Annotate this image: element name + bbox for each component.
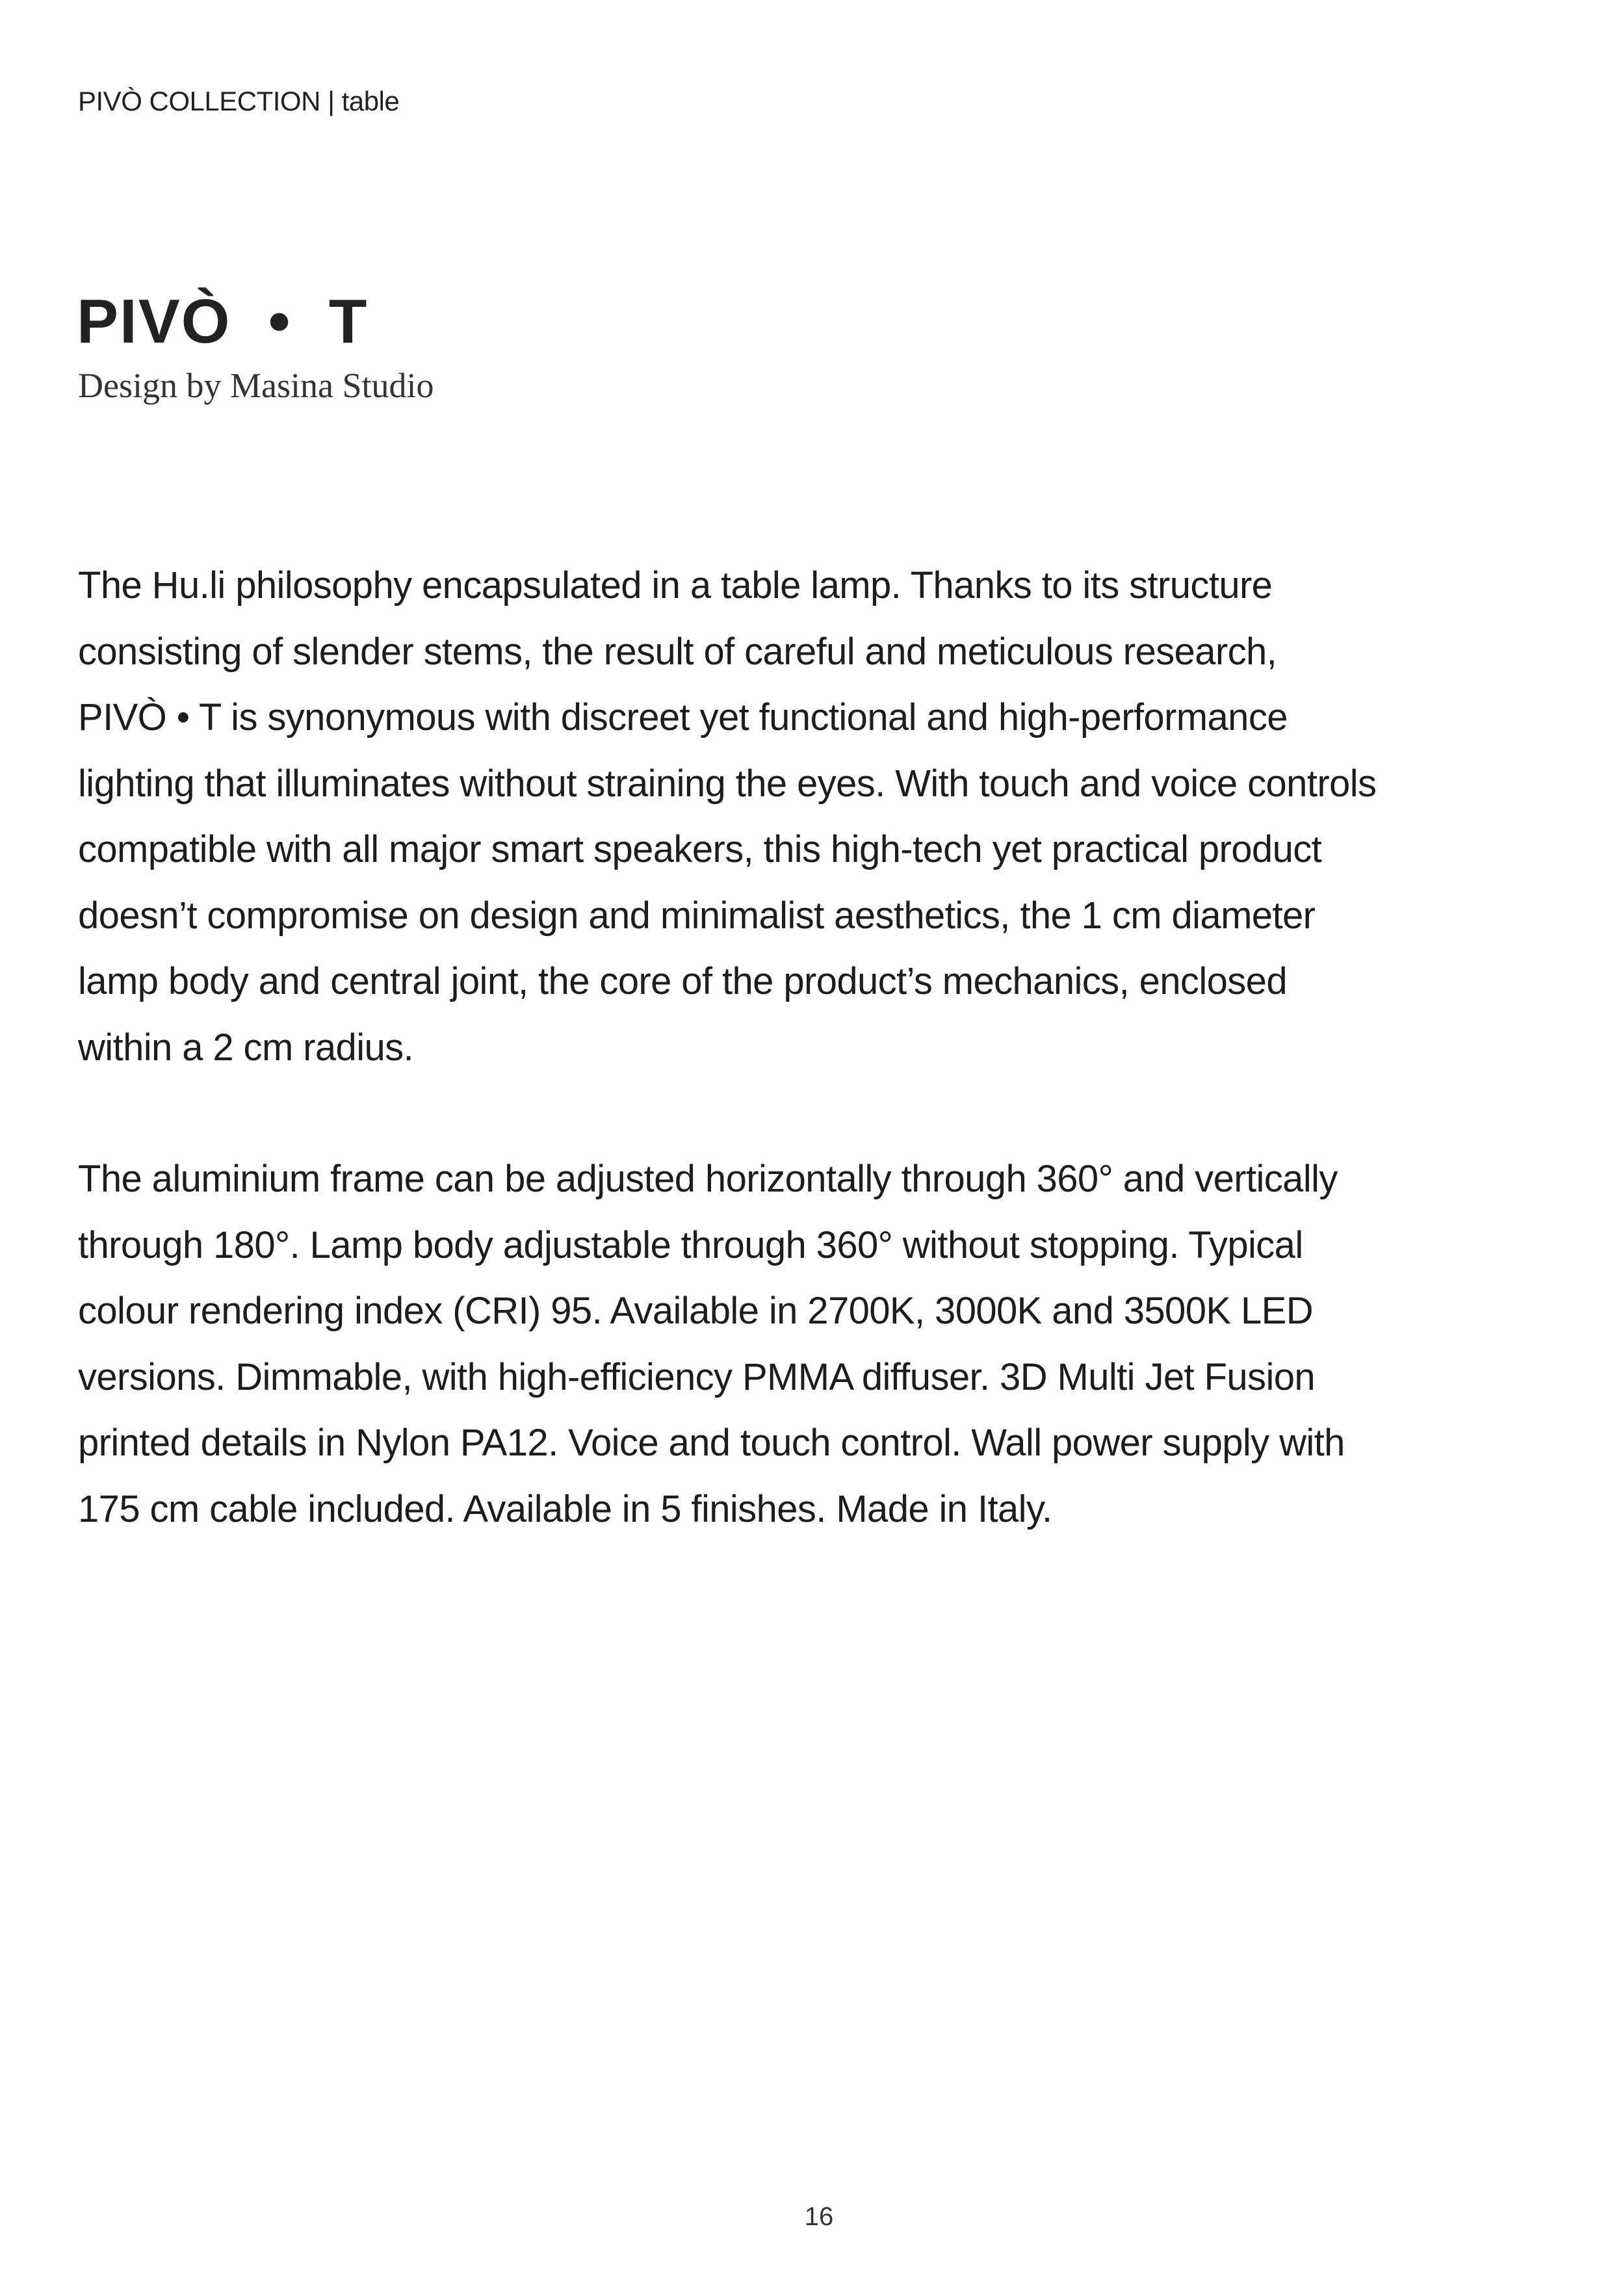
text-line: compatible with all major smart speakers, this high-tech yet practical product (78, 828, 1322, 870)
text-line: 175 cm cable included. Available in 5 finishes. Made in Italy. (78, 1487, 1052, 1530)
text-line: through 180°. Lamp body adjustable through 360° without stopping. Typical (78, 1223, 1303, 1266)
text-line: The aluminium frame can be adjusted horizontally through 360° and vertically (78, 1158, 1338, 1200)
page-title: PIVÒ • T (77, 287, 369, 356)
text-line: consisting of slender stems, the result of careful and meticulous research, (78, 630, 1277, 673)
text-line: within a 2 cm radius. (78, 1026, 414, 1069)
specifications-paragraph (78, 1146, 1345, 1542)
designer-credit: Design by Masina Studio (78, 366, 434, 405)
text-line: lighting that illuminates without straining the eyes. With touch and voice controls (78, 762, 1377, 805)
text-line: colour rendering index (CRI) 95. Available in 2700K, 3000K and 3500K LED (78, 1290, 1313, 1332)
text-line: versions. Dimmable, with high-efficiency PMMA diffuser. 3D Multi Jet Fusion (78, 1355, 1316, 1398)
text-line: printed details in Nylon PA12. Voice and touch control. Wall power supply with (78, 1422, 1345, 1464)
text-line: doesn’t compromise on design and minimalist aesthetics, the 1 cm diameter (78, 894, 1316, 937)
text-line: The Hu.li philosophy encapsulated in a table lamp. Thanks to its structure (78, 564, 1273, 607)
running-header: PIVÒ COLLECTION | table (78, 86, 400, 116)
page-number: 16 (804, 2202, 834, 2231)
description-paragraph (78, 553, 1376, 1080)
text-line: PIVÒ • T is synonymous with discreet yet functional and high-performance (78, 696, 1288, 738)
text-line: lamp body and central joint, the core of the product’s mechanics, enclosed (78, 960, 1287, 1002)
